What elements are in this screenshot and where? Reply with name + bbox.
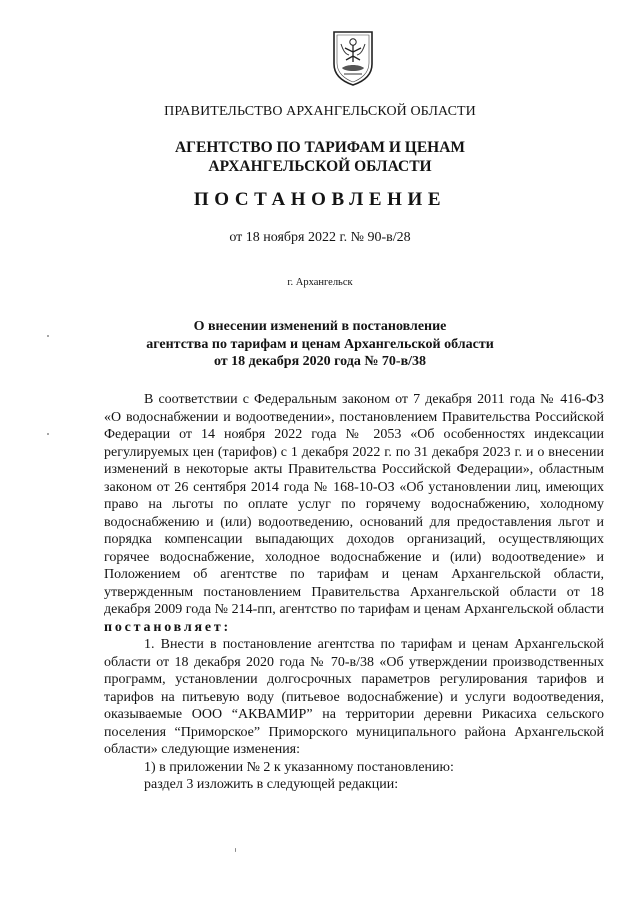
document-body [104, 391, 604, 794]
subject-line2: агентства по тарифам и ценам Архангельской области [146, 336, 494, 352]
preamble-paragraph [104, 391, 604, 636]
government-name: ПРАВИТЕЛЬСТВО АРХАНГЕЛЬСКОЙ ОБЛАСТИ [164, 104, 476, 119]
resolves-word: постановляет: [104, 619, 232, 635]
item-1-paragraph: 1. Внести в постановление агентства по тарифам и ценам Архангельской области от 18 декабря 2020 года № 70-в/38 «Об утверждении производственных программ, установлении долгосрочных параметров регулирования тарифов и тарифов на питьевую воду (питьевое водоснабжение) и услуги водоотведения, оказываемые ООО “АКВАМИР” на территории деревни Рикасиха сельского поселения “Приморское” Приморского муниципального района Архангельской области» следующие изменения: [104, 637, 604, 757]
subitem-1-paragraph: 1) в приложении № 2 к указанному постановлению: [144, 759, 454, 775]
scan-speck [235, 848, 236, 852]
scan-speck [47, 433, 49, 435]
scan-speck [47, 335, 49, 337]
agency-name-line1: АГЕНТСТВО ПО ТАРИФАМ И ЦЕНАМ [174, 139, 466, 156]
agency-name-line2: АРХАНГЕЛЬСКОЙ ОБЛАСТИ [208, 158, 432, 175]
document-subject [0, 318, 640, 371]
document-type: ПОСТАНОВЛЕНИЕ [193, 189, 447, 210]
subitem-2-paragraph: раздел 3 изложить в следующей редакции: [144, 777, 399, 792]
subject-line1: О внесении изменений в постановление [193, 319, 447, 334]
agency-name [0, 138, 640, 176]
preamble-text: В соответствии с Федеральным законом от 7 декабря 2011 года № 416-ФЗ «О водоснабжении и водоотведении», постановлением Правительства Российской Федерации от 14 ноября 2022 года № 2053 «Об особенностях индексации регулируемых цен (тарифов) с 1 декабря 2022 г. по 31 декабря 2023 г. и о внесении изменений в некоторые акты Правительства Российской Федерации», областным законом от 26 сентября 2014 года № 168-10-ОЗ «Об установлении лиц, имеющих право на льготы по оплате услуг по горячему водоснабжению, холодному водоснабжению и (или) водоотведению, оснований для предоставления льгот и порядка компенсации выпадающих доходов организаций, осуществляющих горячее водоснабжение, холодное водоснабжение и (или) водоотведение» и Положением об агентстве по тарифам и ценам Архангельской области, утвержденным постановлением Правительства Архангельской области от 18 декабря 2009 года № 214-пп, агентство по тарифам и ценам Архангельской области [104, 392, 604, 617]
coat-of-arms-emblem [332, 30, 374, 86]
document-city: г. Архангельск [287, 277, 353, 288]
subject-line3: от 18 декабря 2020 года № 70-в/38 [213, 354, 427, 370]
document-date-number: от 18 ноября 2022 г. № 90-в/28 [229, 230, 411, 245]
